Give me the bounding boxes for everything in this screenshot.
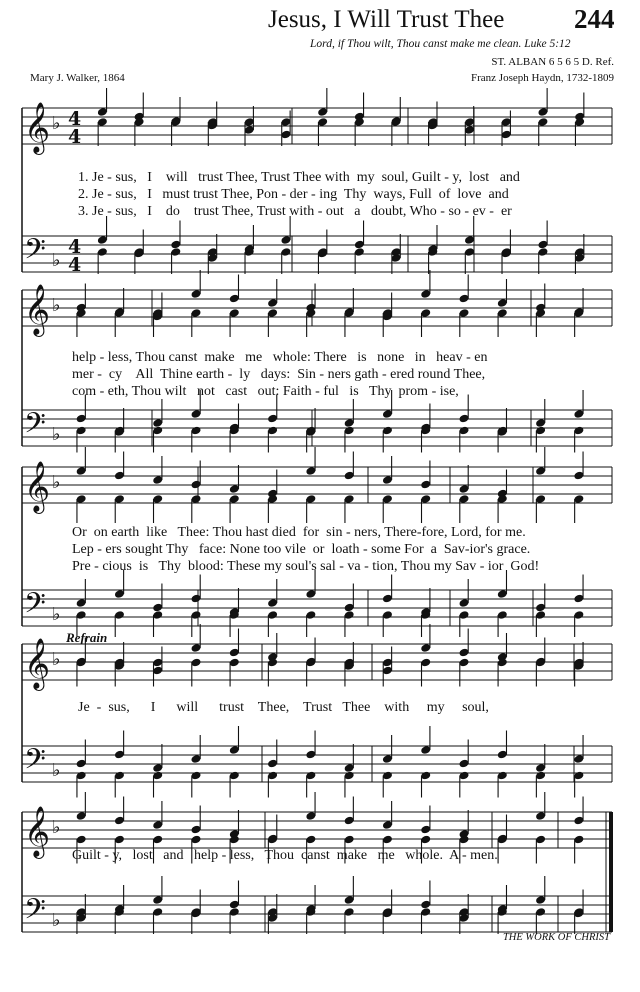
flat-sign: ♭: [52, 250, 61, 271]
treble-clef: 𝄞: [24, 284, 51, 335]
lyric-1-3: 3. Je - sus, I do trust Thee, Trust with - out a doubt, Who - so - ev - er: [78, 204, 512, 219]
time-signature-top: 4: [68, 108, 82, 130]
flat-sign: ♭: [52, 649, 61, 670]
time-signature-bottom: 4: [68, 254, 82, 276]
hymn-number: 244: [574, 4, 615, 34]
author-credit: Mary J. Walker, 1864: [30, 72, 125, 84]
bass-clef: 𝄢: [24, 407, 46, 447]
treble-clef: 𝄞: [24, 102, 51, 153]
bass-clef: 𝄢: [24, 587, 46, 627]
composer-credit: Franz Joseph Haydn, 1732-1809: [471, 72, 614, 84]
flat-sign: ♭: [52, 424, 61, 445]
lyric-2-1: help - less, Thou canst make me whole: There is none in heav - en: [72, 350, 488, 365]
lyric-3-1: Or on earth like Thee: Thou hast died for sin - ners, There-fore, Lord, for me.: [72, 525, 526, 540]
lyric-2-3: com - eth, Thou wilt not cast out: Faith - ful is Thy prom - ise,: [72, 384, 459, 399]
lyric-2-2: mer - cy All Thine earth - ly days: Sin - ners gath - ered round Thee,: [72, 367, 486, 382]
bass-clef: 𝄢: [24, 893, 46, 933]
time-signature-top: 4: [68, 236, 82, 258]
bass-clef: 𝄢: [24, 233, 46, 273]
flat-sign: ♭: [52, 295, 61, 316]
lyric-1-2: 2. Je - sus, I must trust Thee, Pon - der - ing Thy ways, Full of love and: [78, 187, 509, 202]
flat-sign: ♭: [52, 604, 61, 625]
refrain-label: Refrain: [66, 630, 108, 645]
lyric-5-1: Guilt - y, lost and help - less, Thou canst make me whole. A - men.: [72, 848, 498, 863]
flat-sign: ♭: [52, 817, 61, 838]
time-signature-bottom: 4: [68, 126, 82, 148]
section-footer: THE WORK OF CHRIST: [502, 932, 610, 943]
lyric-3-3: Pre - cious is Thy blood: These my soul's sal - va - tion, Thou my Sav - ior God!: [72, 559, 540, 574]
lyric-4-1: Je - sus, I will trust Thee, Trust Thee with my soul,: [78, 700, 489, 715]
flat-sign: ♭: [52, 472, 61, 493]
bass-clef: 𝄢: [24, 743, 46, 783]
treble-clef: 𝄞: [24, 638, 51, 689]
lyric-3-2: Lep - ers sought Thy face: None too vile or loath - some For a Sav-ior's grace.: [72, 542, 531, 557]
tune-name: ST. ALBAN 6 5 6 5 D. Ref.: [491, 56, 614, 68]
flat-sign: ♭: [52, 760, 61, 781]
lyric-1-1: 1. Je - sus, I will trust Thee, Trust Thee with my soul, Guilt - y, lost and: [78, 170, 520, 185]
hymn-title: Jesus, I Will Trust Thee: [268, 6, 505, 33]
treble-clef: 𝄞: [24, 806, 51, 857]
flat-sign: ♭: [52, 113, 61, 134]
treble-clef: 𝄞: [24, 461, 51, 512]
scripture-reference: Lord, if Thou wilt, Thou canst make me clean. Luke 5:12: [310, 38, 571, 50]
flat-sign: ♭: [52, 910, 61, 931]
